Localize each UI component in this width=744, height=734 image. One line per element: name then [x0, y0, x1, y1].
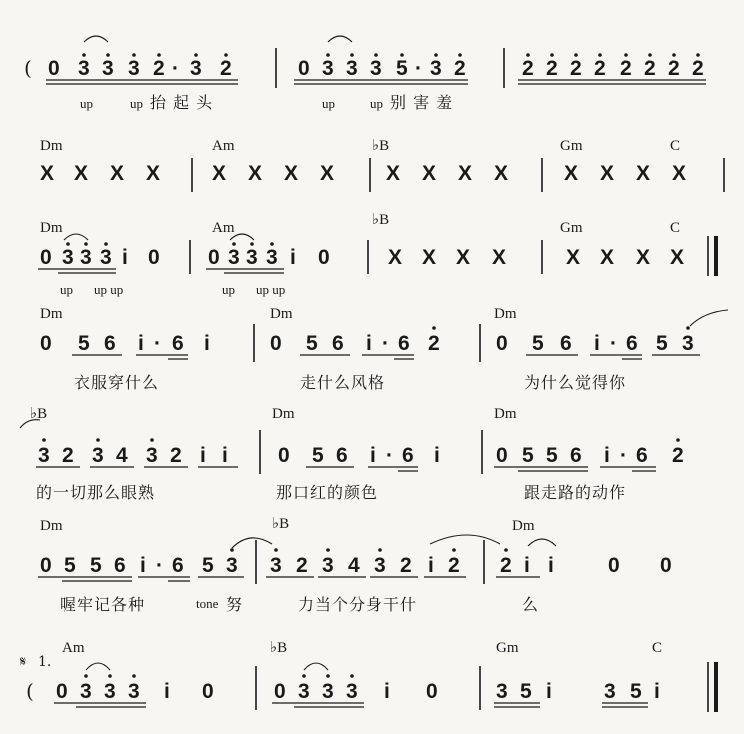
svg-text:X: X	[320, 162, 335, 185]
svg-text:2: 2	[672, 444, 684, 467]
lyric: up up	[94, 282, 124, 297]
svg-text:6: 6	[172, 332, 184, 355]
svg-text:0: 0	[208, 246, 220, 269]
svg-text:X: X	[492, 246, 507, 269]
lyric: up	[322, 96, 335, 111]
svg-text:X: X	[600, 162, 615, 185]
underlines	[36, 467, 656, 471]
svg-text:3: 3	[228, 246, 240, 269]
underlines	[38, 577, 540, 581]
tie	[232, 538, 272, 548]
chord-label: Am	[212, 138, 235, 154]
chord-label: ♭B	[372, 212, 390, 228]
chord-label: ♭B	[30, 406, 48, 422]
underlines	[46, 80, 706, 84]
lyric: up up	[256, 282, 286, 297]
svg-text:·: ·	[154, 332, 161, 355]
svg-text:X: X	[146, 162, 161, 185]
svg-text:3: 3	[496, 680, 508, 703]
svg-text:2: 2	[62, 444, 74, 467]
svg-text:3: 3	[298, 680, 310, 703]
chord-label: C	[670, 138, 681, 154]
note: 2	[153, 57, 165, 80]
note: 3	[346, 57, 358, 80]
lyric: 衣服穿什么	[74, 373, 160, 392]
note: 3	[78, 57, 90, 80]
svg-text:i: i	[164, 680, 170, 703]
lyric: 力当个分身干什	[298, 595, 418, 614]
svg-text:X: X	[40, 162, 55, 185]
note: 2	[454, 57, 466, 80]
svg-text:5: 5	[532, 332, 544, 355]
chord-label: Am	[62, 640, 85, 656]
svg-text:3: 3	[80, 680, 92, 703]
chord-label: Am	[212, 220, 235, 236]
svg-text:i: i	[604, 444, 610, 467]
underlines	[38, 269, 284, 273]
note: 2	[668, 57, 680, 80]
lyric: 走什么风格	[300, 373, 386, 392]
underlines	[54, 703, 648, 707]
svg-text:4: 4	[116, 444, 128, 467]
underlines	[72, 355, 700, 359]
note: 5	[396, 57, 408, 80]
svg-text:2: 2	[448, 554, 460, 577]
svg-text:5: 5	[546, 444, 558, 467]
tie	[304, 663, 328, 670]
svg-text:X: X	[636, 246, 651, 269]
row-6-notes	[40, 554, 672, 577]
svg-text:5: 5	[64, 554, 76, 577]
svg-text:5: 5	[90, 554, 102, 577]
svg-text:3: 3	[104, 680, 116, 703]
chord-label: Dm	[40, 518, 63, 534]
octave-dots	[84, 674, 354, 678]
row-3-notes	[40, 246, 684, 269]
chord-label: ♭B	[270, 640, 288, 656]
lyric: tone	[196, 596, 219, 611]
svg-text:i: i	[370, 444, 376, 467]
lyric: 为什么觉得你	[524, 373, 627, 392]
lyric: up	[130, 96, 143, 111]
svg-text:4: 4	[348, 554, 360, 577]
chord-label: Gm	[560, 138, 583, 154]
chord-label: Dm	[270, 306, 293, 322]
note: 3	[322, 57, 334, 80]
svg-text:X: X	[566, 246, 581, 269]
note: 3	[430, 57, 442, 80]
svg-text:6: 6	[636, 444, 648, 467]
chord-label: Gm	[560, 220, 583, 236]
chord-label: Dm	[40, 220, 63, 236]
note: 2	[594, 57, 606, 80]
chord-label: C	[652, 640, 663, 656]
svg-text:3: 3	[62, 246, 74, 269]
svg-text:i: i	[200, 444, 206, 467]
svg-text:2: 2	[170, 444, 182, 467]
svg-text:i: i	[138, 332, 144, 355]
lyric: 努	[226, 595, 244, 614]
chord-label: C	[670, 220, 681, 236]
svg-text:·: ·	[156, 554, 163, 577]
dot-extension: ·	[172, 57, 179, 80]
svg-text:0: 0	[148, 246, 160, 269]
open-paren: (	[26, 679, 34, 703]
lyric: up	[80, 96, 93, 111]
row-4-notes	[40, 332, 694, 355]
row-5	[20, 406, 684, 502]
tie	[690, 310, 728, 326]
svg-text:6: 6	[398, 332, 410, 355]
svg-text:0: 0	[202, 680, 214, 703]
open-paren: (	[24, 56, 32, 80]
tie	[328, 36, 352, 42]
svg-text:3: 3	[100, 246, 112, 269]
volta-mark: 1.	[38, 654, 52, 670]
note: 3	[102, 57, 114, 80]
svg-text:3: 3	[322, 680, 334, 703]
tie	[84, 36, 108, 42]
note: 2	[644, 57, 656, 80]
svg-text:5: 5	[202, 554, 214, 577]
svg-text:3: 3	[38, 444, 50, 467]
svg-text:5: 5	[78, 332, 90, 355]
svg-text:X: X	[600, 246, 615, 269]
svg-text:6: 6	[560, 332, 572, 355]
octave-dots	[432, 326, 690, 330]
chord-label: Dm	[272, 406, 295, 422]
svg-text:2: 2	[400, 554, 412, 577]
svg-text:i: i	[524, 554, 530, 577]
svg-text:X: X	[248, 162, 263, 185]
svg-text:5: 5	[520, 680, 532, 703]
svg-text:X: X	[110, 162, 125, 185]
svg-text:3: 3	[146, 444, 158, 467]
lyric: up	[60, 282, 73, 297]
dot-extension: ·	[415, 57, 422, 80]
svg-text:X: X	[422, 246, 437, 269]
svg-text:0: 0	[496, 332, 508, 355]
chord-label: ♭B	[272, 516, 290, 532]
svg-text:0: 0	[318, 246, 330, 269]
svg-text:6: 6	[402, 444, 414, 467]
note: 2	[220, 57, 232, 80]
note: 3	[128, 57, 140, 80]
tie	[64, 234, 88, 240]
svg-text:X: X	[670, 246, 685, 269]
svg-text:6: 6	[626, 332, 638, 355]
svg-text:X: X	[564, 162, 579, 185]
note: 2	[620, 57, 632, 80]
svg-text:3: 3	[374, 554, 386, 577]
svg-text:i: i	[222, 444, 228, 467]
svg-text:i: i	[384, 680, 390, 703]
svg-text:0: 0	[496, 444, 508, 467]
lyric: up	[370, 96, 383, 111]
svg-text:5: 5	[522, 444, 534, 467]
svg-text:X: X	[388, 246, 403, 269]
svg-text:·: ·	[382, 332, 389, 355]
svg-text:2: 2	[296, 554, 308, 577]
svg-text:i: i	[366, 332, 372, 355]
svg-text:X: X	[458, 162, 473, 185]
svg-text:X: X	[456, 246, 471, 269]
svg-text:3: 3	[246, 246, 258, 269]
note: 2	[692, 57, 704, 80]
svg-text:2: 2	[500, 554, 512, 577]
svg-text:0: 0	[608, 554, 620, 577]
svg-text:i: i	[204, 332, 210, 355]
note: 2	[522, 57, 534, 80]
svg-text:X: X	[422, 162, 437, 185]
svg-text:5: 5	[306, 332, 318, 355]
svg-text:6: 6	[336, 444, 348, 467]
svg-text:X: X	[494, 162, 509, 185]
tie	[528, 539, 556, 546]
svg-text:3: 3	[226, 554, 238, 577]
svg-text:X: X	[284, 162, 299, 185]
svg-text:3: 3	[128, 680, 140, 703]
svg-text:0: 0	[40, 332, 52, 355]
octave-dots	[230, 548, 508, 552]
lyric: 么	[522, 595, 540, 614]
note: 2	[546, 57, 558, 80]
svg-text:·: ·	[610, 332, 617, 355]
chord-label: ♭B	[372, 138, 390, 154]
lyric: 跟走路的动作	[524, 483, 627, 502]
chord-label: Dm	[40, 306, 63, 322]
row-7-notes	[56, 680, 660, 703]
row-1-notes	[48, 57, 704, 80]
svg-text:X: X	[74, 162, 89, 185]
octave-dots	[42, 438, 680, 442]
svg-text:·: ·	[386, 444, 393, 467]
octave-dots	[66, 242, 274, 246]
svg-text:3: 3	[604, 680, 616, 703]
segno-sign: 𝄋	[20, 654, 27, 670]
lyric: 抬 起 头	[150, 93, 214, 112]
chord-label: Dm	[494, 406, 517, 422]
svg-text:6: 6	[332, 332, 344, 355]
row-1	[24, 36, 706, 112]
svg-text:3: 3	[322, 554, 334, 577]
svg-text:·: ·	[620, 444, 627, 467]
tie	[430, 535, 500, 544]
svg-text:X: X	[672, 162, 687, 185]
svg-text:0: 0	[274, 680, 286, 703]
svg-text:2: 2	[428, 332, 440, 355]
svg-text:i: i	[548, 554, 554, 577]
chord-label: Gm	[496, 640, 519, 656]
svg-text:X: X	[212, 162, 227, 185]
svg-text:0: 0	[278, 444, 290, 467]
row-2	[40, 138, 724, 192]
note: 3	[190, 57, 202, 80]
lyric: 喔牢记各种	[60, 595, 146, 614]
row-6	[38, 516, 672, 614]
svg-text:i: i	[428, 554, 434, 577]
svg-text:0: 0	[660, 554, 672, 577]
svg-text:6: 6	[570, 444, 582, 467]
svg-text:i: i	[122, 246, 128, 269]
svg-text:3: 3	[266, 246, 278, 269]
lyric: up	[222, 282, 235, 297]
svg-text:i: i	[434, 444, 440, 467]
lyric: 别 害 羞	[390, 93, 454, 112]
svg-text:5: 5	[312, 444, 324, 467]
svg-text:6: 6	[114, 554, 126, 577]
row-3	[38, 212, 716, 297]
tie	[86, 663, 110, 670]
lyric: 的一切那么眼熟	[36, 483, 156, 502]
row-4	[40, 306, 728, 392]
row-7	[20, 640, 716, 712]
svg-text:0: 0	[270, 332, 282, 355]
svg-text:3: 3	[346, 680, 358, 703]
chord-label: Dm	[494, 306, 517, 322]
svg-text:3: 3	[270, 554, 282, 577]
svg-text:6: 6	[104, 332, 116, 355]
svg-text:X: X	[386, 162, 401, 185]
svg-text:i: i	[546, 680, 552, 703]
note: 0	[298, 57, 310, 80]
lyric: 那口红的颜色	[276, 483, 379, 502]
svg-text:0: 0	[426, 680, 438, 703]
svg-text:i: i	[594, 332, 600, 355]
chord-label: Dm	[40, 138, 63, 154]
svg-text:5: 5	[656, 332, 668, 355]
row-2-notes	[40, 162, 686, 185]
svg-text:i: i	[290, 246, 296, 269]
svg-text:0: 0	[56, 680, 68, 703]
svg-text:3: 3	[80, 246, 92, 269]
svg-text:3: 3	[682, 332, 694, 355]
svg-text:0: 0	[40, 554, 52, 577]
svg-text:5: 5	[630, 680, 642, 703]
note: 2	[570, 57, 582, 80]
svg-text:0: 0	[40, 246, 52, 269]
note: 3	[370, 57, 382, 80]
svg-text:X: X	[636, 162, 651, 185]
row-5-notes	[38, 444, 684, 467]
svg-text:6: 6	[172, 554, 184, 577]
svg-text:i: i	[140, 554, 146, 577]
svg-text:3: 3	[92, 444, 104, 467]
svg-text:i: i	[654, 680, 660, 703]
note: 0	[48, 57, 60, 80]
chord-label: Dm	[512, 518, 535, 534]
